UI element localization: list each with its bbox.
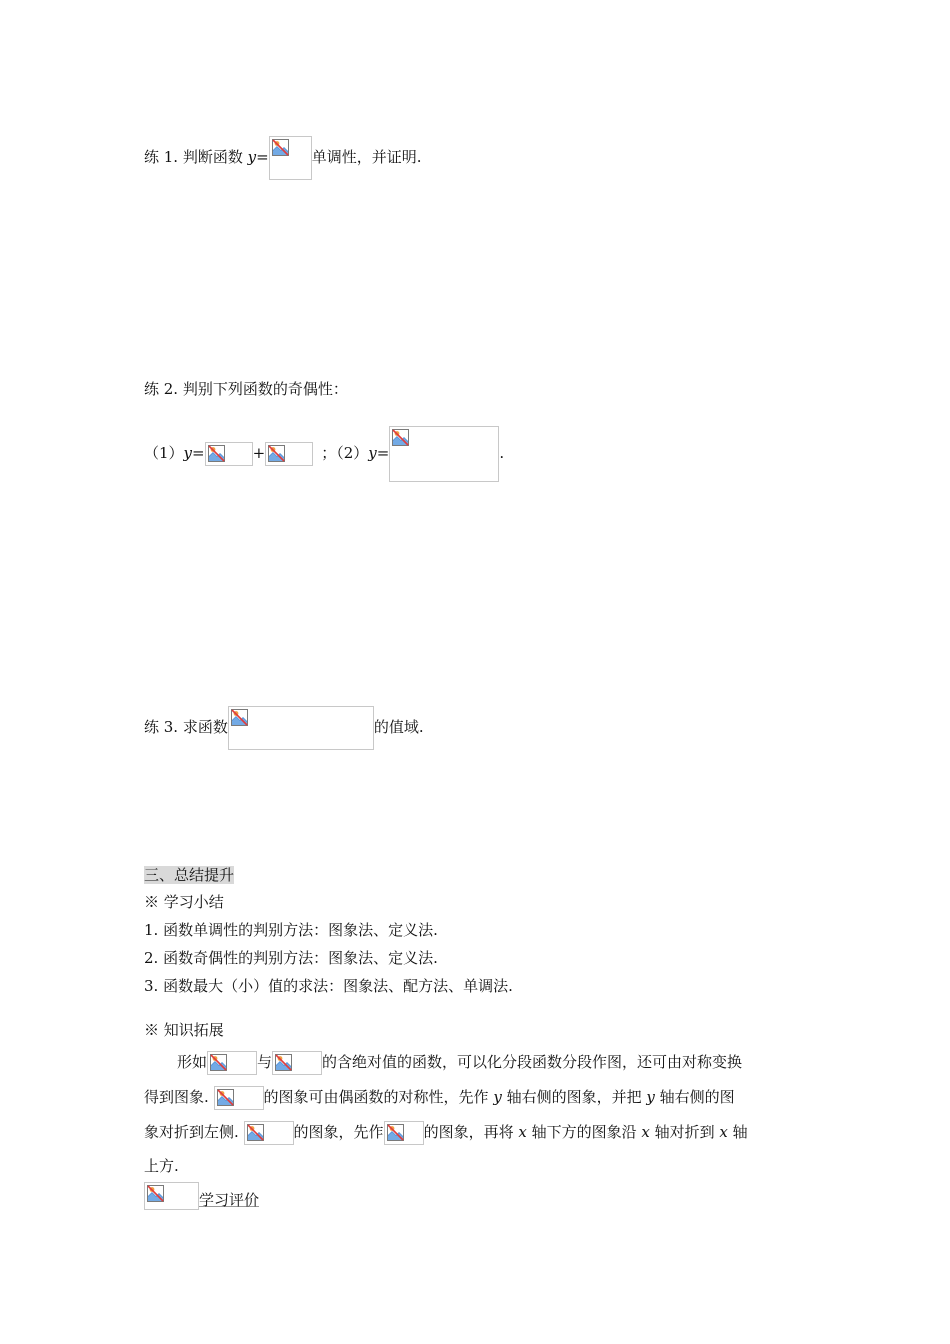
summary-item: 1. 函数单调性的判别方法：图象法、定义法. [144, 921, 438, 939]
extension-line-1 [177, 1051, 742, 1075]
broken-image-icon [210, 1054, 227, 1071]
ex1-var: y [247, 148, 257, 166]
exercise-2-title: 练 2. 判别下列函数的奇偶性： [144, 380, 348, 398]
ex3-prefix: 练 3. 求函数 [144, 718, 228, 736]
extension-line-2 [144, 1086, 735, 1110]
ext-var: y [493, 1088, 502, 1106]
evaluation-image [144, 1182, 199, 1210]
ext-text: 与 [257, 1053, 273, 1071]
ex2-separator: ； [321, 444, 337, 462]
ext-text: 轴右侧的图 [654, 1088, 735, 1106]
knowledge-extension-heading: ※ 知识拓展 [144, 1021, 224, 1039]
formula-image [269, 136, 312, 180]
ext-text: 轴对折到 [649, 1123, 720, 1141]
broken-image-icon [268, 445, 285, 462]
summary-item: 3. 函数最大（小）值的求法：图象法、配方法、单调法. [144, 977, 513, 995]
ext-text: 的含绝对值的函数，可以化分段函数分段作图，还可由对称变换 [322, 1053, 743, 1071]
ex2-plus: + [252, 444, 266, 462]
ext-var: x [518, 1123, 527, 1141]
ex2-var-2: y [368, 444, 377, 462]
formula-image [214, 1086, 264, 1110]
ext-text: 形如 [177, 1053, 208, 1071]
exercise-3 [144, 706, 424, 750]
formula-image [389, 426, 499, 482]
ext-var: x [641, 1123, 650, 1141]
broken-image-icon [272, 139, 289, 156]
ext-var: x [719, 1123, 728, 1141]
ext-text: 轴下方的图象沿 [526, 1123, 642, 1141]
formula-image [265, 442, 313, 466]
broken-image-icon [275, 1054, 292, 1071]
ext-text: 象对折到左侧. [144, 1123, 244, 1141]
summary-item: 2. 函数奇偶性的判别方法：图象法、定义法. [144, 949, 438, 967]
ex2-part2-label: （2） [336, 444, 369, 462]
learning-summary-heading: ※ 学习小结 [144, 893, 224, 911]
broken-image-icon [217, 1089, 234, 1106]
ext-text: 轴右侧的图象，并把 [501, 1088, 647, 1106]
formula-image [272, 1051, 322, 1075]
formula-image [207, 1051, 257, 1075]
ex2-eq: = [192, 444, 205, 462]
exercise-1 [144, 136, 421, 180]
formula-image [205, 442, 253, 466]
ex2-part1-label: （1） [144, 444, 184, 462]
broken-image-icon [387, 1124, 404, 1141]
ex1-eq: = [256, 148, 269, 166]
ext-text: 得到图象. [144, 1088, 214, 1106]
formula-image [228, 706, 374, 750]
broken-image-icon [208, 445, 225, 462]
ext-text: 轴 [727, 1123, 748, 1141]
ex2-eq-2: = [376, 444, 390, 462]
ex2-end: . [499, 444, 505, 462]
ex1-suffix: 单调性，并证明. [311, 148, 422, 166]
ex1-prefix: 练 1. 判断函数 [144, 148, 248, 166]
broken-image-icon [231, 709, 248, 726]
formula-image [244, 1121, 294, 1145]
extension-line-4: 上方. [144, 1157, 179, 1175]
ex3-suffix: 的值域. [373, 718, 424, 736]
ext-text: 的图象，先作 [293, 1123, 384, 1141]
learning-evaluation [144, 1182, 259, 1210]
ext-text: 的图象，再将 [423, 1123, 519, 1141]
extension-line-3 [144, 1121, 748, 1145]
broken-image-icon [392, 429, 409, 446]
learning-evaluation-label: 学习评价 [199, 1191, 260, 1209]
broken-image-icon [247, 1124, 264, 1141]
exercise-2-parts [144, 426, 504, 482]
broken-image-icon [147, 1185, 164, 1202]
section-heading-text: 三、总结提升 [144, 866, 235, 884]
ext-var: y [646, 1088, 655, 1106]
section-heading [144, 865, 234, 885]
ex2-var: y [183, 444, 193, 462]
ext-text: 的图象可由偶函数的对称性，先作 [263, 1088, 494, 1106]
formula-image [384, 1121, 424, 1145]
